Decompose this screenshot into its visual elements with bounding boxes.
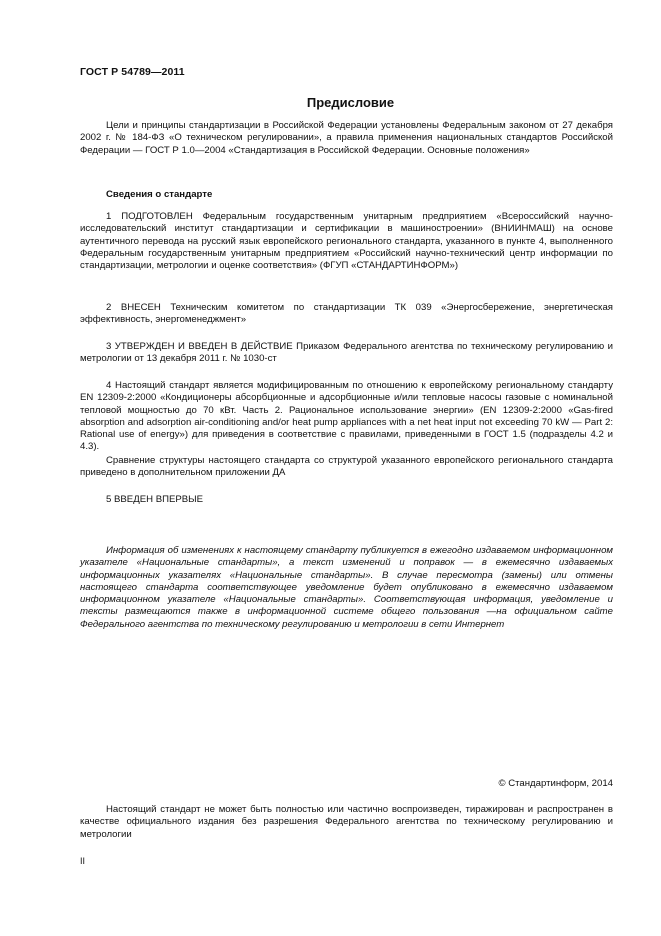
item-4-comparison: Сравнение структуры настоящего стандарта со структурой указанного европейского регионального стандарта приведено в дополнительном приложении ДА [80,455,613,479]
item-4-modified: 4 Настоящий стандарт является модифицированным по отношению к европейскому региональному стандарту EN 12309-2:2000 «Кондиционеры абсорбционные и адсорбционные и/или тепловые насосы газовые с номинальной тепловой мощностью до 70 кВт. Часть 2. Рациональное использование энергии» (EN 12309-2:2000 «Gas-fired absorption and adsorption air-conditioning and/or heat pump appliances with a net heat input not exceeding 70 kW — Part 2: Rational use of energy») для приведения в соответствие с правилами, приведенными в ГОСТ 1.5 (подразделы 4.2 и 4.3). [80,380,613,453]
changes-notice: Информация об изменениях к настоящему стандарту публикуется в ежегодно издаваемом информационном указателе «Национальные стандарты», а текст изменений и поправок — в ежемесячно издаваемых информационных указателях «Национальные стандарты». В случае пересмотра (замены) или отмены настоящего стандарта соответствующее уведомление будет опубликовано в ежемесячно издаваемом информационном указателе «Национальные стандарты». Соответствующая информация, уведомление и тексты размещаются также в информационной системе общего пользования —на официальном сайте Федерального агентства по техническому регулированию и метрологии в сети Интернет [80,545,613,630]
item-2-submitted: 2 ВНЕСЕН Техническим комитетом по стандартизации ТК 039 «Энергосбережение, энергетическая эффективность, энергоменеджмент» [80,302,613,326]
info-heading: Сведения о стандарте [106,189,213,200]
intro-paragraph: Цели и принципы стандартизации в Российской Федерации установлены Федеральным законом от 27 декабря 2002 г. № 184-ФЗ «О техническом регулировании», а правила применения национальных стандартов Российской Федерации — ГОСТ Р 1.0—2004 «Стандартизация в Российской Федерации. Основные положения» [80,120,613,156]
item-1-prepared: 1 ПОДГОТОВЛЕН Федеральным государственным унитарным предприятием «Всероссийский научно-исследовательский институт стандартизации и сертификации в машиностроении» (ВНИИНМАШ) на основе аутентичного перевода на русский язык европейского регионального стандарта, указанного в пункте 4, выполненного Федеральным государственным унитарным предприятием «Российский научно-технический центр информации по стандартизации, метрологии и оценке соответствия» (ФГУП «СТАНДАРТИНФОРМ») [80,211,613,272]
page-number: II [80,856,86,866]
item-3-approved: 3 УТВЕРЖДЕН И ВВЕДЕН В ДЕЙСТВИЕ Приказом Федерального агентства по техническому регулированию и метрологии от 13 декабря 2011 г. № 1030-ст [80,341,613,365]
page-title: Предисловие [306,95,395,110]
copyright: © Стандартинформ, 2014 [498,778,613,789]
item-5-introduced: 5 ВВЕДЕН ВПЕРВЫЕ [106,494,204,505]
document-code-header: ГОСТ Р 54789—2011 [80,66,185,78]
reproduction-notice: Настоящий стандарт не может быть полностью или частично воспроизведен, тиражирован и распространен в качестве официального издания без разрешения Федерального агентства по техническому регулированию и метрологии [80,804,613,840]
